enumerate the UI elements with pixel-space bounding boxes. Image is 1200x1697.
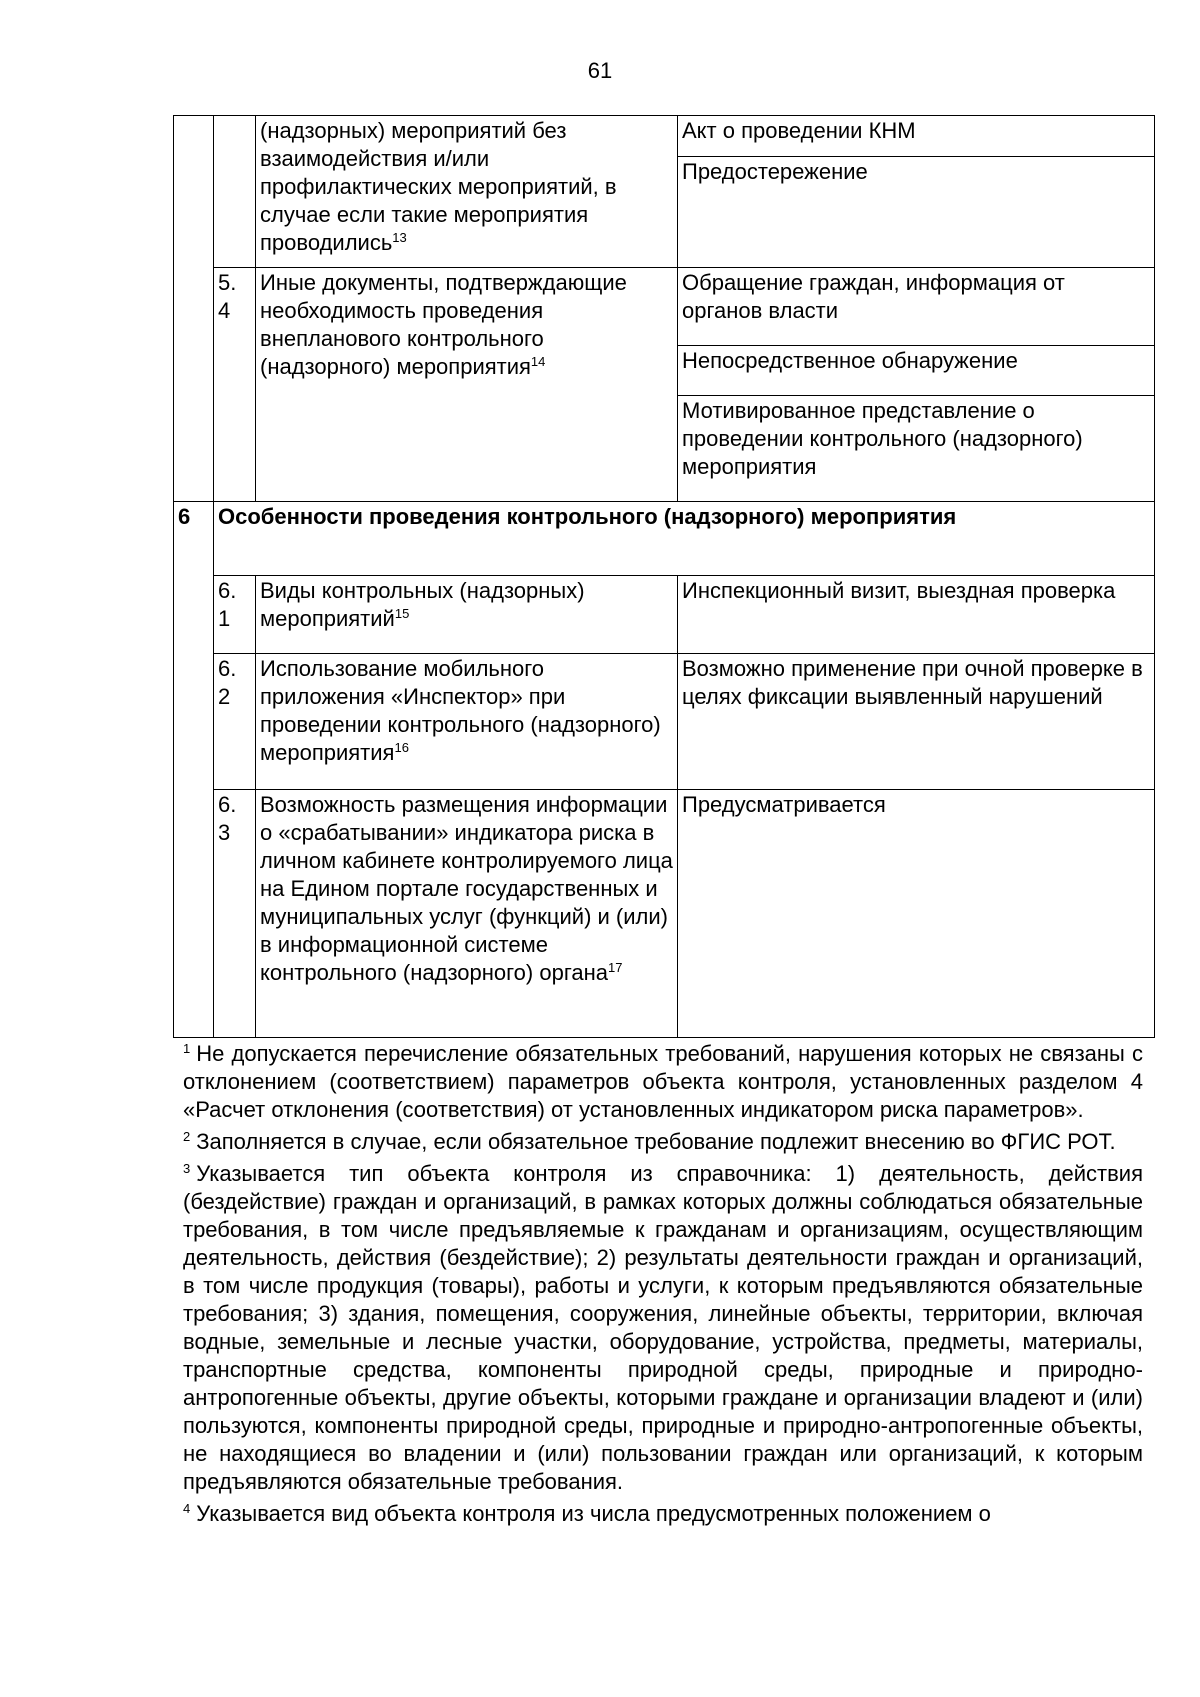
table-row [174, 116, 1155, 157]
footnote-mark: 2 [183, 1129, 191, 1144]
page-number: 61 [587, 58, 613, 83]
row-number-cell [214, 790, 256, 1038]
footnote [183, 1040, 1143, 1124]
row-text-cell [256, 576, 678, 654]
row-text-cell [256, 790, 678, 1038]
row-number-cell [214, 268, 256, 502]
footnote-mark: 4 [183, 1501, 191, 1516]
section-title [214, 502, 1155, 576]
row-value-cell [678, 654, 1155, 790]
footnote-text: Указывается вид объекта контроля из числа предусмотренных положением о [196, 1501, 991, 1526]
row-text: (надзорных) мероприятий без взаимодействия и/или профилактических мероприятий, в случае если такие мероприятия проводились [260, 118, 617, 255]
footnote-text: Заполняется в случае, если обязательное требование подлежит внесению во ФГИС РОТ. [196, 1129, 1116, 1154]
row-value: Возможно применение при очной проверке в целях фиксации выявленный нарушений [682, 656, 1143, 709]
footnote-mark: 1 [183, 1041, 191, 1056]
row-text-cell [256, 268, 678, 502]
table-row [174, 654, 1155, 790]
row-value-cell [678, 346, 1155, 396]
table-row [174, 576, 1155, 654]
row-value: Акт о проведении КНМ [682, 118, 916, 143]
row-number: 6. 2 [218, 656, 237, 709]
footnote [183, 1500, 1143, 1528]
row-text-cell [256, 116, 678, 268]
row-number: 5. 4 [218, 270, 237, 323]
row-number: 6. 1 [218, 578, 237, 631]
row-value-cell [678, 116, 1155, 157]
row-number-cell [214, 116, 256, 268]
footnote-text: Не допускается перечисление обязательных требований, нарушения которых не связаны с отклонением (соответствием) параметров объекта контроля, установленных разделом 4 «Расчет отклонения (соответствия) от установленных индикатором риска параметров». [183, 1041, 1143, 1122]
row-value-cell [678, 396, 1155, 502]
row-text: Иные документы, подтверждающие необходимость проведения внепланового контрольного (надзорного) мероприятия [260, 270, 627, 379]
row-number: 6. 3 [218, 792, 237, 845]
requirements-table [173, 115, 1155, 1038]
section-5-cell [174, 116, 214, 502]
footnote-mark: 3 [183, 1161, 191, 1176]
row-value-cell [678, 157, 1155, 268]
row-value: Обращение граждан, информация от органов власти [682, 270, 1065, 323]
footnote [183, 1160, 1143, 1496]
row-value: Предусматривается [682, 792, 886, 817]
footnote [183, 1128, 1143, 1156]
section-number-cell [174, 502, 214, 1038]
row-value: Мотивированное представление о проведении контрольного (надзорного) мероприятия [682, 398, 1083, 479]
section-header-row [174, 502, 1155, 576]
footnote-ref: 16 [394, 740, 409, 755]
row-text: Виды контрольных (надзорных) мероприятий [260, 578, 585, 631]
section-number: 6 [178, 504, 191, 529]
footnote-text: Указывается тип объекта контроля из справочника: 1) деятельность, действия (бездействие) граждан и организаций, в рамках которых должны соблюдаться обязательные требования, в том числе предъявляемые к гражданам и организациям, осуществляющим деятельность, действия (бездействие); 2) результаты деятельности граждан и организаций, в том числе продукция (товары), работы и услуги, к которым предъявляются обязательные требования; 3) здания, помещения, сооружения, линейные объекты, территории, включая водные, земельные и лесные участки, оборудование, устройства, предметы, материалы, транспортные средства, компоненты природной среды, природные и природно-антропогенные объекты, другие объекты, которыми граждане и организации владеют и (или) пользуются, компоненты природной среды, природные и природно-антропогенные объекты, не находящиеся во владении и (или) пользовании граждан или организаций, к которым предъявляются обязательные требования. [183, 1161, 1143, 1494]
footnote-ref: 17 [607, 960, 623, 975]
row-number-cell [214, 576, 256, 654]
footnotes [183, 1040, 1143, 1532]
row-text: Возможность размещения информации о «срабатывании» индикатора риска в личном кабинете контролируемого лица на Едином портале государственных и муниципальных услуг (функций) и (или) в информационной системе контрольного (надзорного) органа [260, 792, 673, 985]
row-number-cell [214, 654, 256, 790]
row-value: Предостережение [682, 159, 868, 184]
section-title-text: Особенности проведения контрольного (надзорного) мероприятия [218, 504, 957, 529]
footnote-ref: 15 [394, 606, 410, 621]
row-text-cell [256, 654, 678, 790]
footnote-ref: 13 [392, 230, 407, 245]
table-row [174, 268, 1155, 346]
row-value: Непосредственное обнаружение [682, 348, 1018, 373]
row-value-cell [678, 576, 1155, 654]
row-value-cell [678, 790, 1155, 1038]
row-text: Использование мобильного приложения «Инспектор» при проведении контрольного (надзорного) мероприятия [260, 656, 661, 765]
row-value: Инспекционный визит, выездная проверка [682, 578, 1116, 603]
footnote-ref: 14 [530, 354, 546, 369]
table-row [174, 790, 1155, 1038]
row-value-cell [678, 268, 1155, 346]
